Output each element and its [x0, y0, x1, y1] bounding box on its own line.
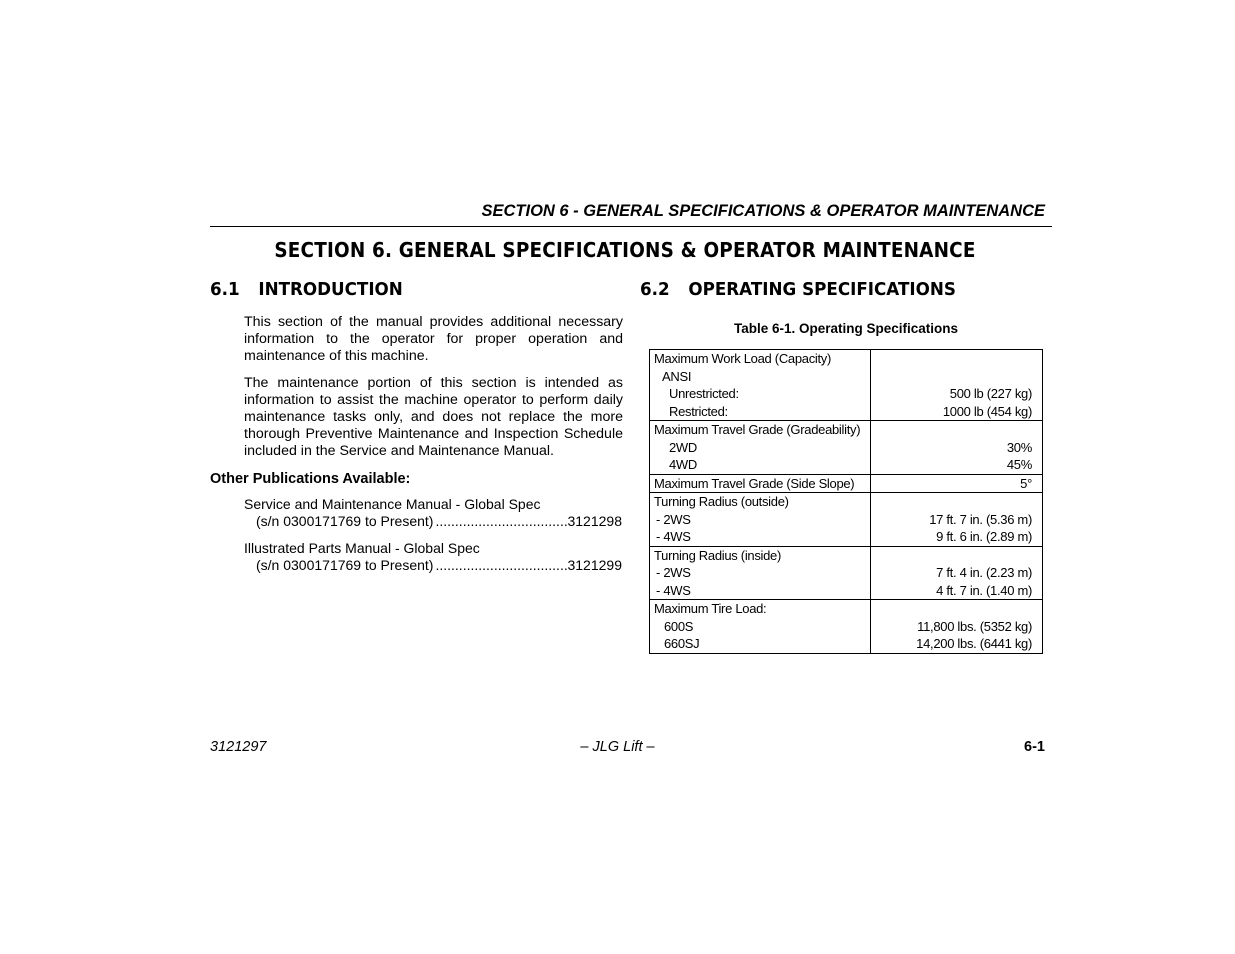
dot-leader — [433, 513, 567, 530]
spec-value: 30% — [1006, 439, 1032, 455]
footer-page-number: 6-1 — [1024, 739, 1045, 755]
spec-label: 2WD — [669, 439, 697, 455]
spec-label: Maximum Travel Grade (Gradeability) — [654, 422, 861, 437]
intro-heading-text: INTRODUCTION — [258, 279, 403, 300]
spec-value-cell — [871, 474, 1043, 493]
table-row — [650, 493, 1043, 547]
publications-heading: Other Publications Available: — [210, 471, 411, 487]
spec-label: 600S — [664, 618, 694, 634]
spec-label: Turning Radius (inside) — [654, 547, 782, 563]
spec-label: Maximum Tire Load: — [654, 601, 767, 616]
spec-label-cell — [650, 350, 871, 421]
spec-label: 660SJ — [664, 636, 700, 651]
spec-value-cell — [871, 350, 1043, 421]
publication-number: 3121298 — [567, 513, 622, 529]
spec-value: 17 ft. 7 in. (5.36 m) — [929, 511, 1032, 527]
spec-label: Restricted: — [669, 403, 728, 419]
spec-value-cell — [871, 600, 1043, 654]
spec-label: - 4WS — [656, 582, 691, 598]
publication-serial: (s/n 0300171769 to Present) — [256, 557, 434, 573]
table-row — [650, 421, 1043, 475]
spec-label: Maximum Travel Grade (Side Slope) — [654, 475, 855, 491]
running-header: SECTION 6 - GENERAL SPECIFICATIONS & OPERATOR MAINTENANCE — [481, 202, 1045, 220]
publication-title: Illustrated Parts Manual - Global Spec — [244, 540, 480, 556]
spec-label-cell — [650, 421, 871, 475]
intro-paragraph-2: The maintenance portion of this section is intended as information to assist the machine operator to perform daily maintenance tasks only, and does not replace the more thorough Preventive Maintenance and Inspection Schedule included in the Service and Maintenance Manual. — [244, 375, 623, 459]
spec-label: 4WD — [669, 457, 697, 472]
spec-value-cell — [871, 493, 1043, 547]
publication-serial-line — [244, 513, 622, 530]
table-caption: Table 6-1. Operating Specifications — [733, 321, 959, 336]
table-row — [650, 600, 1043, 654]
spec-value: 9 ft. 6 in. (2.89 m) — [936, 529, 1032, 544]
spec-label: - 4WS — [656, 529, 691, 544]
publication-item — [244, 540, 622, 574]
operating-heading — [640, 279, 956, 300]
spec-label: - 2WS — [656, 565, 691, 580]
table-row — [650, 474, 1043, 493]
spec-label: Turning Radius (outside) — [654, 494, 789, 509]
spec-label-cell — [650, 600, 871, 654]
spec-value: 45% — [1006, 457, 1032, 472]
publication-title: Service and Maintenance Manual - Global Spec — [244, 496, 541, 512]
spec-label: Maximum Work Load (Capacity) — [654, 351, 832, 366]
publication-serial-line — [244, 557, 622, 574]
intro-heading-number: 6.1 — [210, 279, 240, 300]
spec-value: 500 lb (227 kg) — [949, 386, 1032, 401]
spec-label: Unrestricted: — [669, 386, 739, 401]
spec-value: 1000 lb (454 kg) — [942, 403, 1032, 419]
table-row — [650, 350, 1043, 421]
header-rule — [210, 226, 1052, 227]
operating-heading-number: 6.2 — [640, 279, 670, 300]
publication-number: 3121299 — [567, 557, 622, 573]
dot-leader — [433, 557, 567, 574]
spec-value: 5° — [1020, 475, 1032, 491]
table-row — [650, 546, 1043, 600]
spec-label-cell — [650, 474, 871, 493]
spec-value: 11,800 lbs. (5352 kg) — [917, 618, 1032, 634]
spec-label: - 2WS — [656, 511, 691, 527]
publication-item — [244, 496, 622, 530]
publication-serial: (s/n 0300171769 to Present) — [256, 513, 434, 529]
spec-value: 14,200 lbs. (6441 kg) — [916, 636, 1032, 651]
footer-center: – JLG Lift – — [580, 739, 655, 755]
spec-label-cell — [650, 493, 871, 547]
spec-label: ANSI — [662, 368, 692, 384]
intro-heading — [210, 279, 403, 300]
spec-value: 4 ft. 7 in. (1.40 m) — [936, 582, 1032, 598]
spec-value-cell — [871, 546, 1043, 600]
section-title: SECTION 6. GENERAL SPECIFICATIONS & OPERATOR MAINTENANCE — [274, 238, 976, 262]
spec-value: 7 ft. 4 in. (2.23 m) — [936, 565, 1032, 580]
footer-doc-number: 3121297 — [210, 739, 267, 755]
intro-paragraph-1: This section of the manual provides additional necessary information to the operator for proper operation and maintenance of this machine. — [244, 314, 623, 364]
operating-heading-text: OPERATING SPECIFICATIONS — [688, 279, 956, 300]
spec-label-cell — [650, 546, 871, 600]
operating-specs-table — [649, 349, 1043, 654]
spec-value-cell — [871, 421, 1043, 475]
